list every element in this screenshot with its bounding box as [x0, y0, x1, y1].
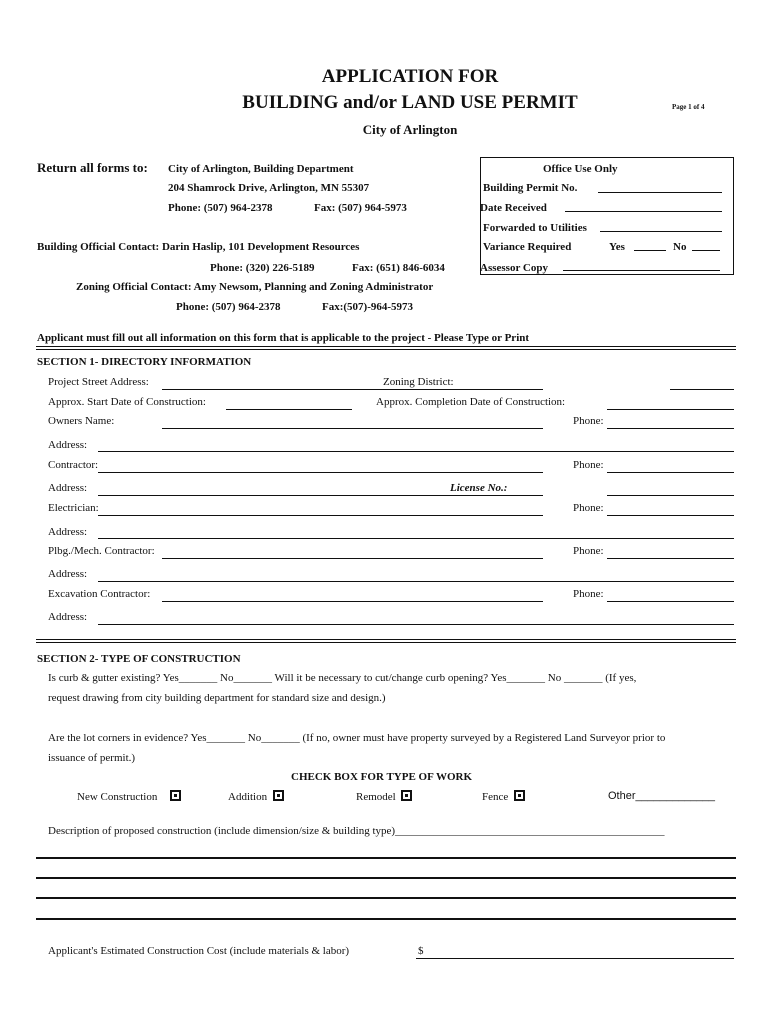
addition-checkbox[interactable] — [273, 790, 284, 801]
return-phone: Phone: (507) 964-2378 — [168, 202, 273, 214]
owners-name-label: Owners Name: — [48, 415, 115, 427]
cost-label: Applicant's Estimated Construction Cost (include materials & labor) — [48, 945, 350, 957]
variance-no: No — [673, 241, 687, 253]
other-label[interactable]: Other_____________ — [608, 790, 716, 802]
completion-date-field[interactable] — [607, 409, 734, 410]
forwarded-field[interactable] — [600, 231, 722, 232]
remodel-checkbox[interactable] — [401, 790, 412, 801]
contractor-phone-field[interactable] — [607, 472, 734, 473]
contractor-label: Contractor: — [48, 459, 99, 471]
city-name: City of Arlington — [362, 122, 458, 137]
variance-yes: Yes — [609, 241, 625, 253]
office-use-title: Office Use Only — [543, 163, 618, 175]
excavation-phone-label: Phone: — [573, 588, 604, 600]
owner-phone-label: Phone: — [573, 415, 604, 427]
new-construction-label: New Construction — [77, 791, 158, 803]
variance-label: Variance Required — [483, 241, 572, 253]
plbg-phone-field[interactable] — [607, 558, 734, 559]
permit-no-label: Building Permit No. — [483, 182, 578, 194]
form-title-line2: BUILDING and/or LAND USE PERMIT — [242, 92, 578, 113]
return-label: Return all forms to: — [37, 160, 148, 175]
cost-symbol: $ — [418, 945, 424, 957]
project-address-label: Project Street Address: — [48, 376, 149, 388]
return-fax: Fax: (507) 964-5973 — [314, 202, 407, 214]
description-line-2[interactable] — [36, 877, 736, 879]
instructions-divider — [36, 346, 736, 350]
form-title-line1: APPLICATION FOR — [321, 66, 499, 87]
plbg-label: Plbg./Mech. Contractor: — [48, 545, 155, 557]
building-official: Building Official Contact: Darin Haslip, 101 Development Resources — [37, 241, 360, 253]
excavation-address-label: Address: — [48, 611, 88, 623]
electrician-phone-label: Phone: — [573, 502, 604, 514]
section1-title: SECTION 1- DIRECTORY INFORMATION — [37, 356, 252, 368]
license-field[interactable] — [607, 495, 734, 496]
zoning-official: Zoning Official Contact: Amy Newsom, Planning and Zoning Administrator — [76, 281, 434, 293]
excavation-phone-field[interactable] — [607, 601, 734, 602]
new-construction-checkbox[interactable] — [170, 790, 181, 801]
curb-question: Is curb & gutter existing? Yes_______ No_______ Will it be necessary to cut/change curb opening? Yes_______ No _______ (If yes, — [48, 672, 637, 684]
description-label: Description of proposed construction (include dimension/size & building type)_________________________________________________ — [48, 825, 665, 837]
electrician-address-field[interactable] — [98, 538, 734, 539]
check-box-title: CHECK BOX FOR TYPE OF WORK — [291, 771, 473, 783]
permit-no-field[interactable] — [598, 192, 722, 193]
start-date-field[interactable] — [226, 409, 352, 410]
plbg-address-label: Address: — [48, 568, 88, 580]
return-org: City of Arlington, Building Department — [168, 163, 354, 175]
lot-corners-question: Are the lot corners in evidence? Yes_______ No_______ (If no, owner must have property surveyed by a Registered Land Surveyor prior to — [48, 732, 666, 744]
excavation-label: Excavation Contractor: — [48, 588, 151, 600]
excavation-field[interactable] — [162, 601, 543, 602]
plbg-phone-label: Phone: — [573, 545, 604, 557]
page-number: Page 1 of 4 — [672, 103, 705, 111]
return-address: 204 Shamrock Drive, Arlington, MN 55307 — [168, 182, 370, 194]
section2-title: SECTION 2- TYPE OF CONSTRUCTION — [37, 653, 241, 665]
plbg-field[interactable] — [162, 558, 543, 559]
addition-label: Addition — [228, 791, 268, 803]
zoning-official-phone: Phone: (507) 964-2378 — [176, 301, 281, 313]
forwarded-label: Forwarded to Utilities — [483, 222, 587, 234]
electrician-address-label: Address: — [48, 526, 88, 538]
contractor-address-label: Address: — [48, 482, 88, 494]
cost-field[interactable] — [416, 958, 734, 959]
owner-phone-field[interactable] — [607, 428, 734, 429]
description-line-3[interactable] — [36, 897, 736, 899]
instructions: Applicant must fill out all information on this form that is applicable to the project - Please Type or Print — [37, 332, 530, 344]
plbg-address-field[interactable] — [98, 581, 734, 582]
description-line-1[interactable] — [36, 857, 736, 859]
start-date-label: Approx. Start Date of Construction: — [48, 396, 206, 408]
curb-question-cont: request drawing from city building department for standard size and design.) — [48, 692, 386, 704]
description-line-4[interactable] — [36, 918, 736, 920]
contractor-field[interactable] — [98, 472, 543, 473]
date-received-field[interactable] — [565, 211, 722, 212]
fence-label: Fence — [482, 791, 509, 803]
variance-no-field[interactable] — [692, 250, 720, 251]
contractor-address-field[interactable] — [98, 495, 543, 496]
electrician-phone-field[interactable] — [607, 515, 734, 516]
building-official-phone: Phone: (320) 226-5189 — [210, 262, 315, 274]
license-label: License No.: — [450, 482, 508, 494]
variance-yes-field[interactable] — [634, 250, 666, 251]
section-divider — [36, 639, 736, 643]
owners-name-field[interactable] — [162, 428, 543, 429]
lot-corners-question-cont: issuance of permit.) — [48, 752, 136, 764]
remodel-label: Remodel — [356, 791, 396, 803]
project-address-field[interactable] — [162, 389, 543, 390]
zoning-district-field[interactable] — [670, 389, 734, 390]
assessor-label: Assessor Copy — [480, 262, 548, 274]
electrician-label: Electrician: — [48, 502, 99, 514]
building-official-fax: Fax: (651) 846-6034 — [352, 262, 445, 274]
contractor-phone-label: Phone: — [573, 459, 604, 471]
excavation-address-field[interactable] — [98, 624, 734, 625]
date-received-label: Date Received — [480, 202, 547, 214]
zoning-district-label: Zoning District: — [383, 376, 454, 388]
owner-address-label: Address: — [48, 439, 88, 451]
fence-checkbox[interactable] — [514, 790, 525, 801]
completion-date-label: Approx. Completion Date of Construction: — [376, 396, 566, 408]
zoning-official-fax: Fax:(507)-964-5973 — [322, 301, 414, 313]
owner-address-field[interactable] — [98, 451, 734, 452]
electrician-field[interactable] — [98, 515, 543, 516]
assessor-field[interactable] — [563, 270, 720, 271]
